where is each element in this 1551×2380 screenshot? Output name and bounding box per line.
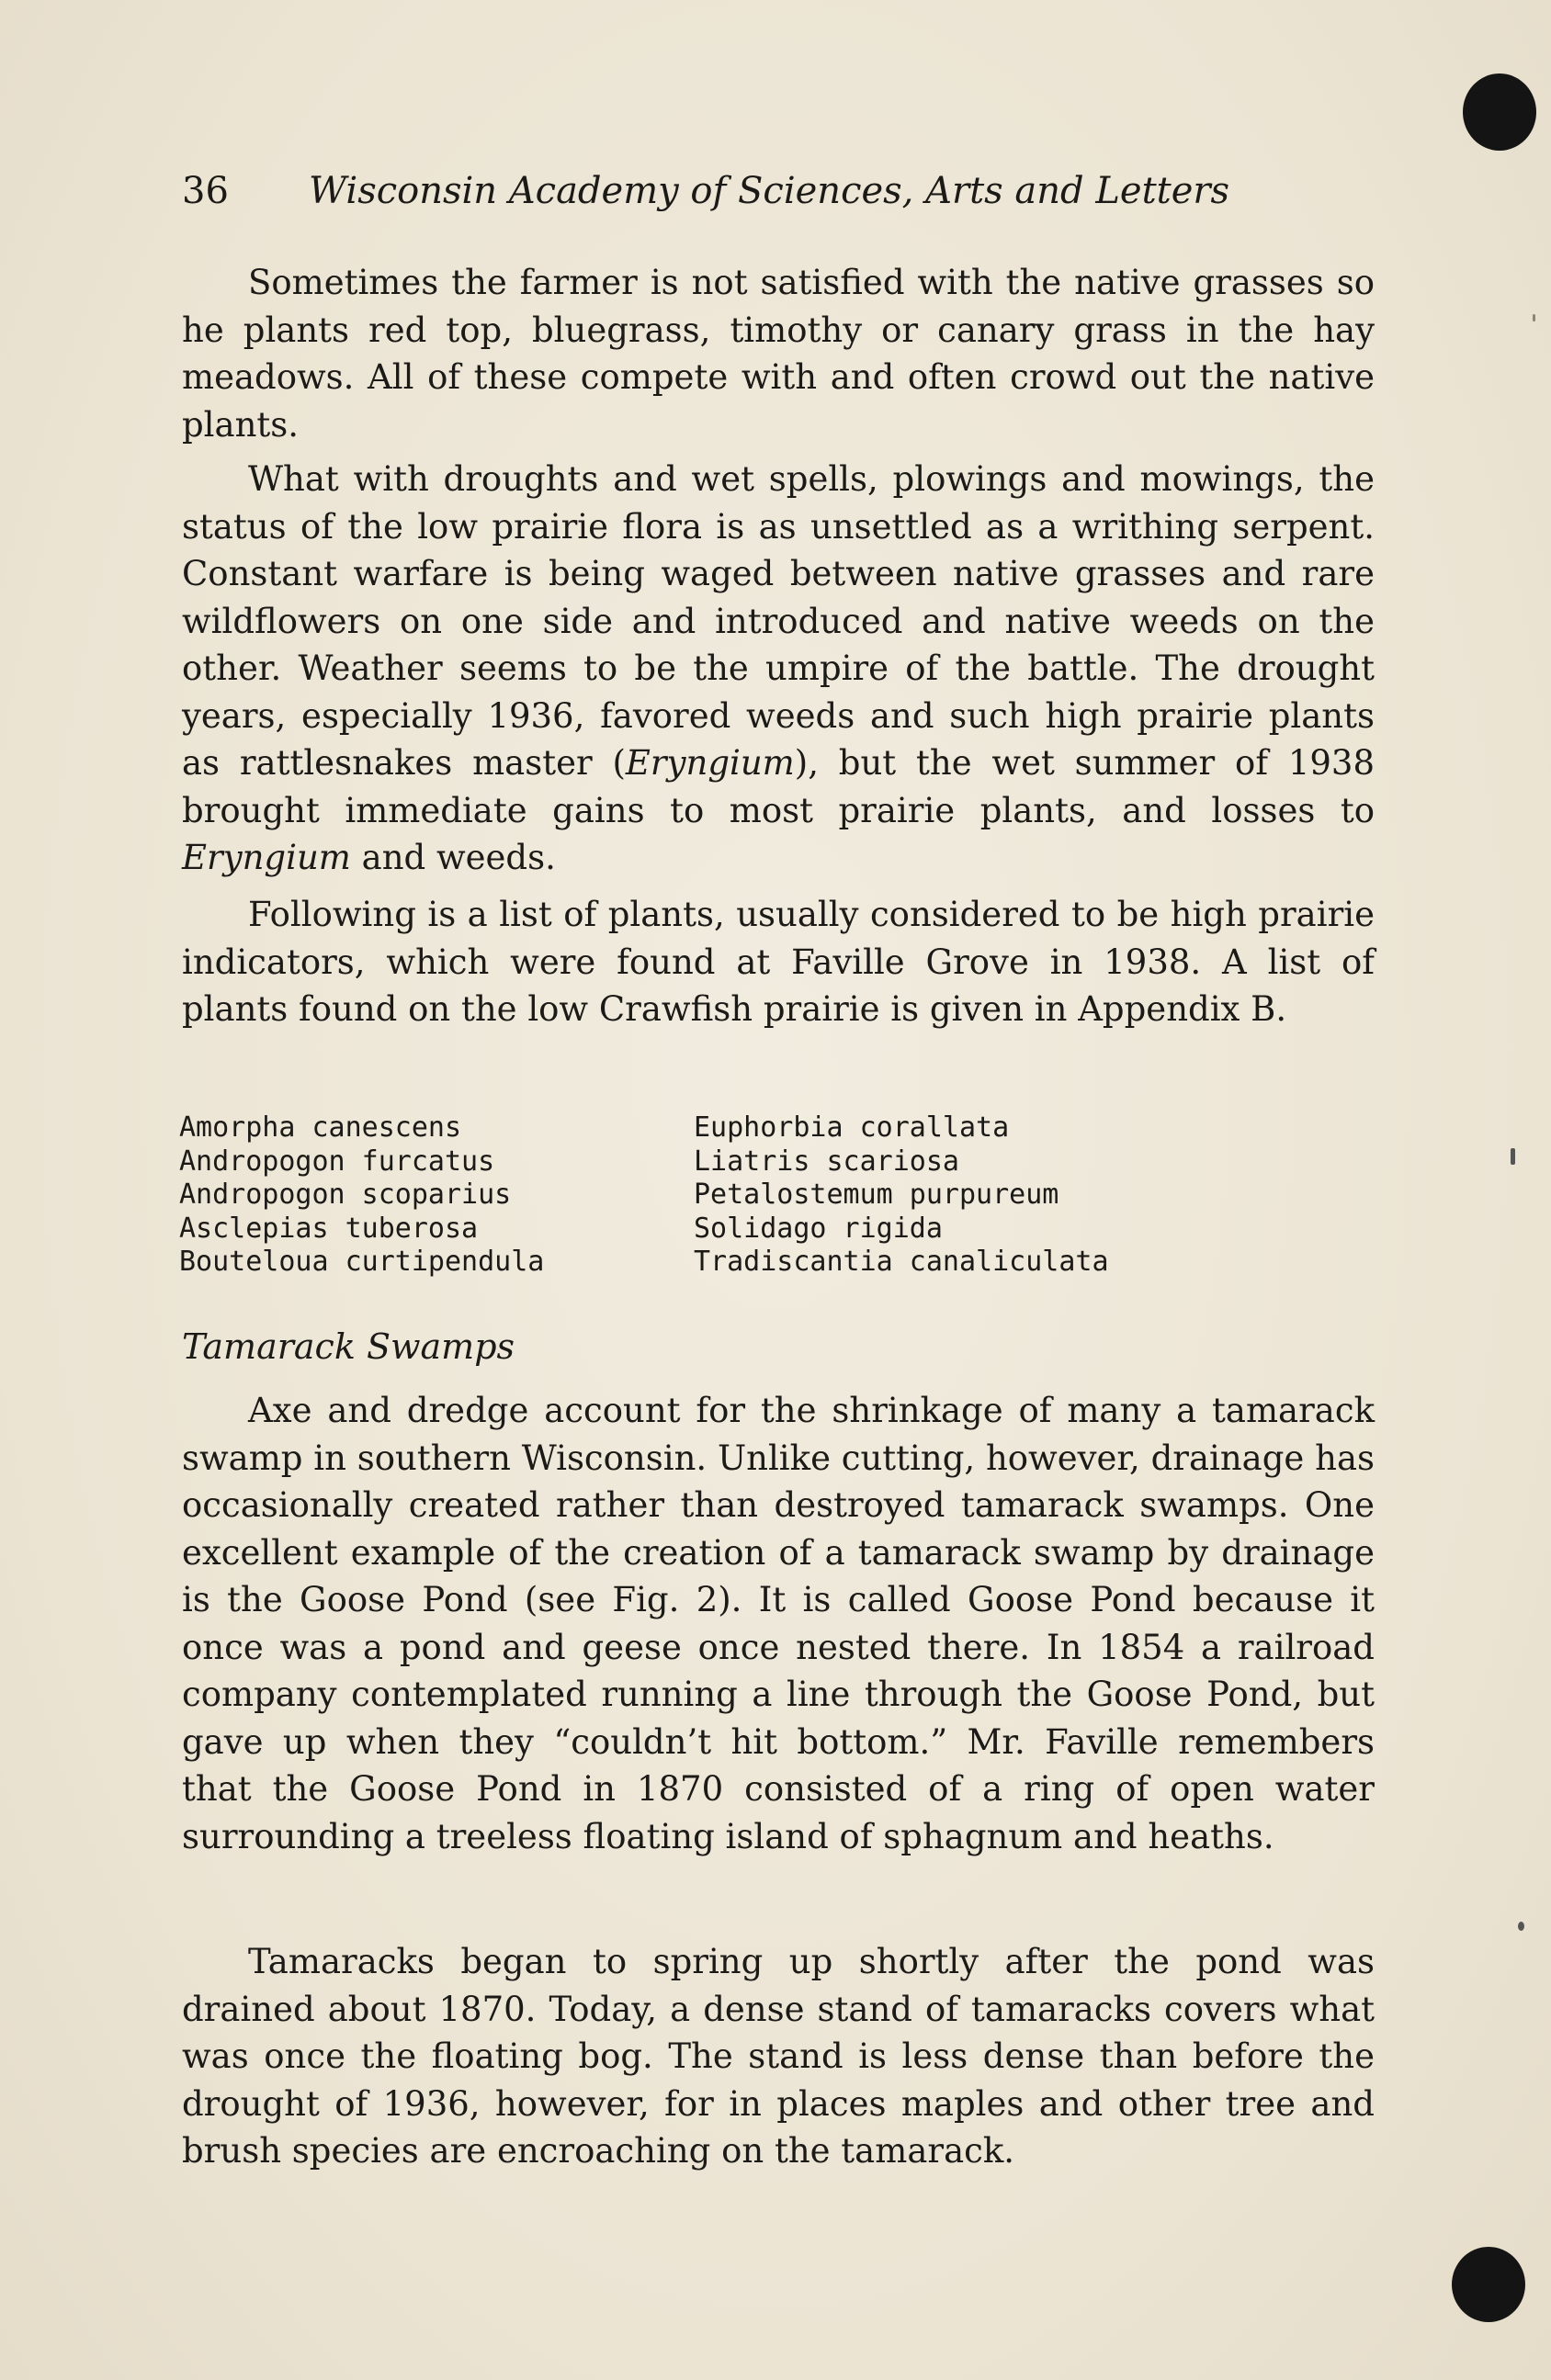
paragraph-1 <box>182 259 1375 448</box>
paragraph-2 <box>182 456 1375 882</box>
scan-speck <box>1511 1148 1515 1165</box>
section-paragraph-1-text: Axe and dredge account for the shrinkage of many a tamarack swamp in southern Wisconsin. Unlike cutting, however, drainage has occasionally created rather than destroyed tamarack swamps. One excellent example of the creation of a tamarack swamp by drainage is the Goose Pond (see Fig. 2). It is called Goose Pond because it once was a pond and geese once nested there. In 1854 a railroad company contemplated running a line through the Goose Pond, but gave up when they “couldn’t hit bottom.” Mr. Faville remembers that the Goose Pond in 1870 consisted of a ring of open water surrounding a treeless floating island of sphagnum and heaths. <box>182 1391 1375 1856</box>
plant-item: Asclepias tuberosa <box>179 1212 479 1245</box>
punch-hole-top <box>1463 73 1536 151</box>
plant-item: Solidago rigida <box>694 1212 943 1245</box>
plant-item: Andropogon scoparius <box>179 1179 512 1211</box>
eryngium-italic-1: Eryngium <box>625 743 795 783</box>
running-title: Wisconsin Academy of Sciences, Arts and Letters <box>309 170 1230 212</box>
scan-speck <box>1518 1922 1524 1931</box>
plant-list-left-column <box>179 1111 694 1280</box>
paragraph-2-text-middle: ), but the wet summer of 1938 brought immediate gains to most prairie plants, and losses to <box>182 743 1375 830</box>
punch-hole-bottom <box>1452 2247 1525 2322</box>
eryngium-italic-2: Eryngium <box>182 838 351 877</box>
section-paragraph-2-text: Tamaracks began to spring up shortly after the pond was drained about 1870. Today, a dense stand of tamaracks covers what was once the floating bog. The stand is less dense than before the drought of 1936, however, for in places maples and other tree and brush species are encroaching on the tamarack. <box>182 1942 1375 2171</box>
plant-list <box>179 1111 1208 1280</box>
paragraph-1-text: Sometimes the farmer is not satisfied with the native grasses so he plants red top, bluegrass, timothy or canary grass in the hay meadows. All of these compete with and often crowd out the native plants. <box>182 263 1375 445</box>
paragraph-3-text: Following is a list of plants, usually considered to be high prairie indicators, which were found at Faville Grove in 1938. A list of plants found on the low Crawfish prairie is given in Appendix B. <box>182 895 1375 1029</box>
section-paragraph-1 <box>182 1387 1375 1860</box>
plant-item: Bouteloua curtipendula <box>179 1246 545 1278</box>
section-paragraph-2 <box>182 1938 1375 2175</box>
plant-item: Euphorbia corallata <box>694 1111 1010 1144</box>
running-header <box>182 164 1376 219</box>
plant-item: Tradiscantia canaliculata <box>694 1246 1109 1278</box>
paragraph-2-text-before: What with droughts and wet spells, plowings and mowings, the status of the low prairie flora is as unsettled as a writhing serpent. Constant warfare is being waged between native grasses and rare wildflowers on one side and introduced and native weeds on the other. Weather seems to be the umpire of the battle. The drought years, especially 1936, favored weeds and such high prairie plants as rattlesnakes master ( <box>182 459 1375 783</box>
paragraph-2-text-after: and weeds. <box>350 838 556 877</box>
plant-list-right-column <box>694 1111 1208 1280</box>
plant-item: Petalostemum purpureum <box>694 1179 1059 1211</box>
plant-item: Amorpha canescens <box>179 1111 462 1144</box>
section-heading: Tamarack Swamps <box>182 1326 515 1367</box>
scan-speck <box>1533 314 1535 321</box>
page-number: 36 <box>182 170 229 212</box>
paragraph-3 <box>182 891 1375 1033</box>
plant-item: Liatris scariosa <box>694 1145 959 1178</box>
plant-item: Andropogon furcatus <box>179 1145 495 1178</box>
